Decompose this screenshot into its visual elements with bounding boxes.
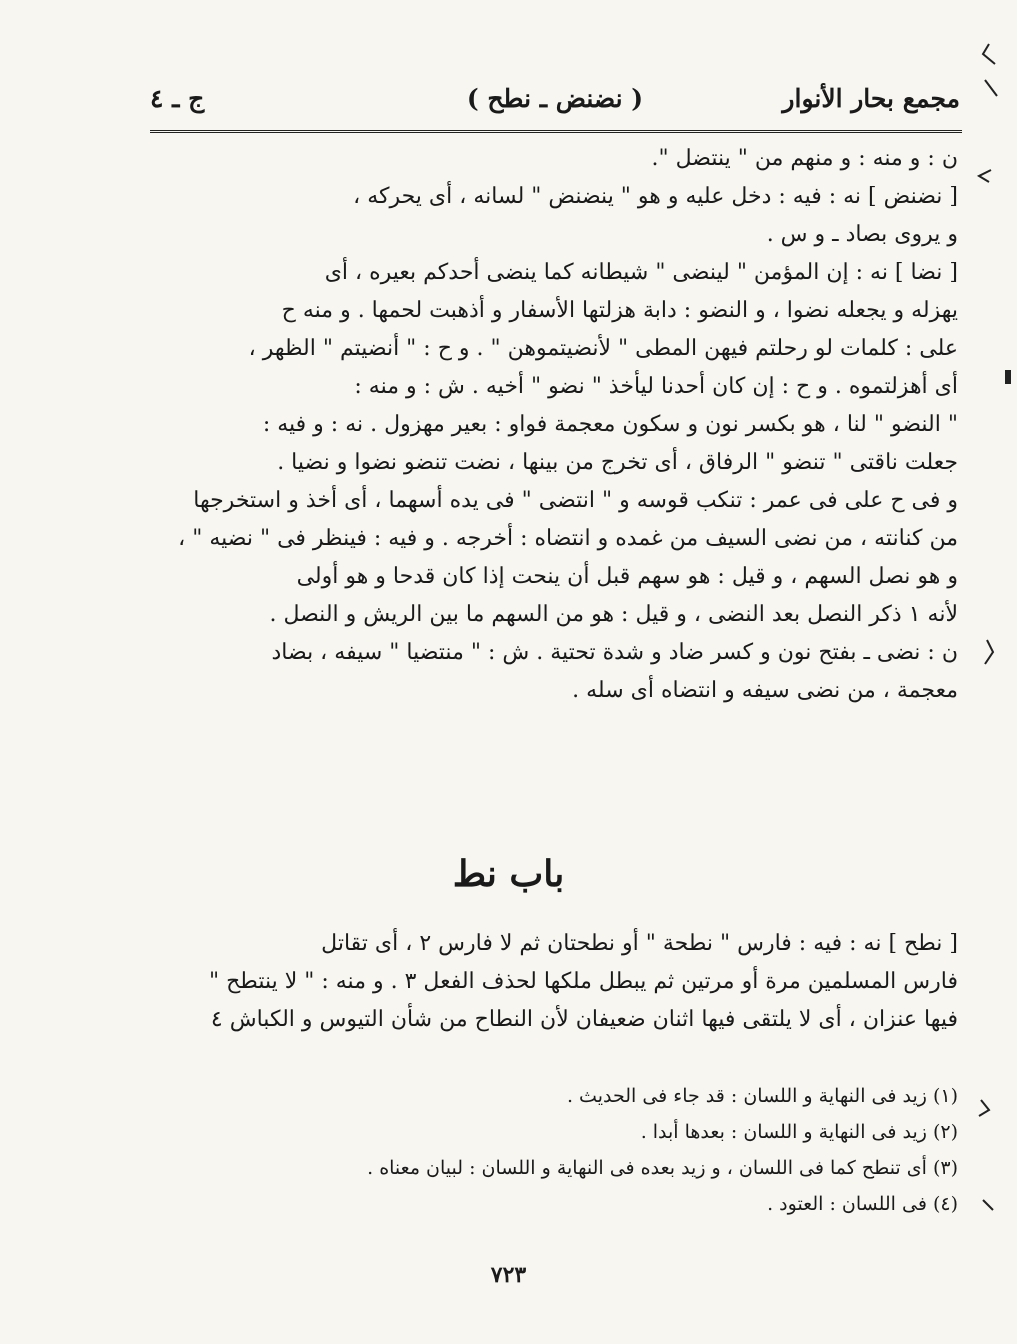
footnote: (١) زيد فى النهاية و اللسان : قد جاء فى الحديث . [566, 1085, 958, 1107]
text-line: فيها عنزان ، أى لا يلتقى فيها اثنان ضعيفان لأن النطاح من شأن التيوس و الكباش ٤ [210, 1007, 958, 1032]
text-line: جعلت ناقتى " تنضو " الرفاق ، أى تخرج من بينها ، نضت تنضو نضوا و نضيا . [277, 450, 958, 475]
margin-mark [1005, 370, 1011, 384]
footnote: (٢) زيد فى النهاية و اللسان : بعدها أبدا . [640, 1121, 958, 1143]
header-rule [150, 130, 962, 135]
text-line: و فى ح على فى عمر : تنكب قوسه و " انتضى " فى يده أسهما ، أى أخذ و استخرجها [193, 488, 958, 513]
text-line: ن : و منه : و منهم من " ينتضل ". [651, 146, 958, 171]
page-number: ٧٢٣ [490, 1262, 527, 1288]
text-line: [ نضنض ] نه : فيه : دخل عليه و هو " ينضنض " لسانه ، أى يحركه ، [353, 184, 958, 209]
main-text [152, 140, 958, 710]
margin-mark [983, 1200, 993, 1210]
text-line: ن : نضى ـ بفتح نون و كسر ضاد و شدة تحتية . ش : " منتضيا " سيفه ، بضاد [271, 640, 958, 665]
footnote: (٤) فى اللسان : العتود . [767, 1193, 958, 1215]
margin-mark [979, 170, 991, 182]
book-title: مجمع بحار الأنوار [782, 84, 960, 113]
page-header [150, 78, 960, 124]
text-line: من كنانته ، من نضى السيف من غمده و انتضاه : أخرجه . و فيه : فينظر فى " نضيه " ، [178, 526, 958, 551]
margin-marks [975, 40, 1015, 1240]
text-line: " النضو " لنا ، هو بكسر نون و سكون معجمة فواو : بعير مهزول . نه : و فيه : [262, 412, 958, 437]
text-line: يهزله و يجعله نضوا ، و النضو : دابة هزلتها الأسفار و أذهبت لحمها . و منه ح [281, 298, 958, 323]
volume-label: ج ـ ٤ [150, 84, 205, 113]
text-line: فارس المسلمين مرة أو مرتين ثم يبطل ملكها لحذف الفعل ٣ . و منه : " لا ينتطح " [208, 969, 958, 994]
text-line: أى أهزلتموه . و ح : إن كان أحدنا ليأخذ " نضو " أخيه . ش : و منه : [354, 374, 958, 399]
text-line: و هو نصل السهم ، و قيل : هو سهم قبل أن ينحت إذا كان قدحا و هو أولى [296, 564, 958, 589]
text-line: و يروى بصاد ـ و س . [766, 222, 958, 247]
footnote: (٣) أى تنطح كما فى اللسان ، و زيد بعده فى النهاية و اللسان : لبيان معناه . [367, 1157, 958, 1179]
text-line: [ نضا ] نه : إن المؤمن " لينضى " شيطانه كما ينضى أحدكم بعيره ، أى [324, 260, 958, 285]
text-line: [ نطح ] نه : فيه : فارس " نطحة " أو نطحتان ثم لا فارس ٢ ، أى تقاتل [321, 931, 958, 956]
margin-mark [985, 640, 993, 664]
section-range-title: ( نضنض ـ نطح ) [466, 84, 644, 113]
text-line: على : كلمات لو رحلتم فيهن المطى " لأنضيتموهن " . و ح : " أنضيتم " الظهر ، [248, 336, 958, 361]
footnotes [152, 1078, 958, 1222]
text-line: لأنه ١ ذكر النصل بعد النضى ، و قيل : هو من السهم ما بين الريش و النصل . [269, 602, 958, 627]
section-heading: باب نط [452, 853, 565, 895]
section-text [152, 925, 958, 1039]
margin-mark [983, 44, 997, 96]
text-line: معجمة ، من نضى سيفه و انتضاه أى سله . [572, 678, 958, 703]
margin-mark [979, 1100, 989, 1116]
